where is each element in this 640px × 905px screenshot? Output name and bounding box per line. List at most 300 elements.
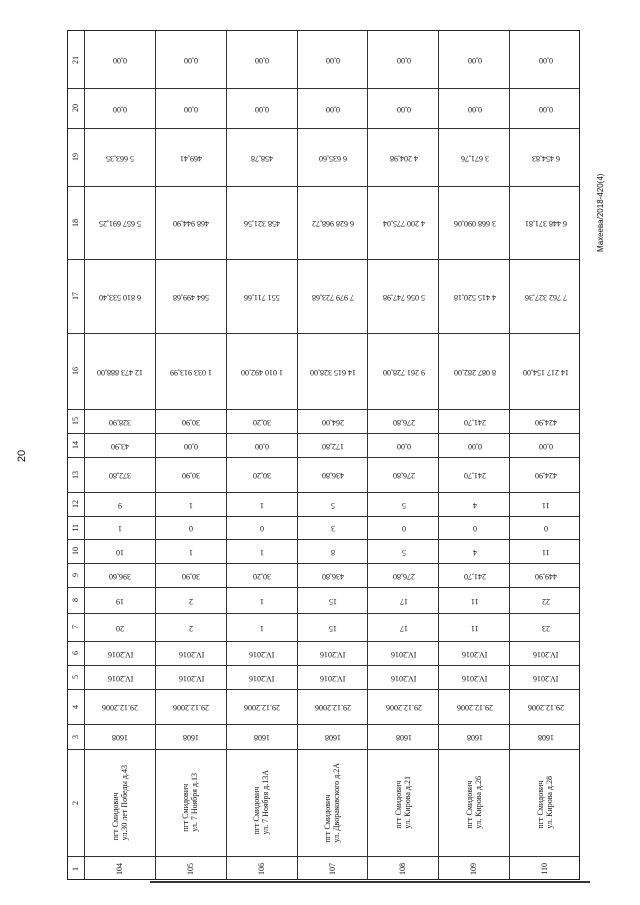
cell-value: 1608 [324, 732, 341, 742]
cell-value: 551 711,66 [244, 292, 280, 302]
value-cell [368, 492, 439, 516]
cell-value: 1608 [537, 732, 554, 742]
value-cell [227, 259, 298, 333]
cell-value: 1 [189, 500, 194, 510]
cell-value: 1 [260, 500, 265, 510]
cell-value: 11 [470, 623, 479, 633]
bottom-rule [150, 881, 590, 883]
cell-value: 436,80 [321, 470, 344, 480]
value-cell [156, 587, 227, 613]
value-cell [85, 128, 156, 186]
column-header-11 [68, 516, 85, 539]
value-cell [439, 31, 510, 88]
cell-value: 4 [472, 500, 477, 510]
cell-value: 14 217 154,00 [522, 367, 569, 377]
cell-value: 17 [399, 596, 408, 606]
cell-value: 241,70 [463, 470, 486, 480]
value-cell [85, 259, 156, 333]
value-cell [85, 492, 156, 516]
column-header-7 [68, 613, 85, 641]
column-header-19 [68, 128, 85, 186]
value-cell [298, 333, 369, 409]
value-cell [510, 457, 581, 492]
value-cell [510, 641, 581, 665]
value-cell [298, 856, 369, 881]
cell-value: 11 [541, 547, 550, 557]
cell-value: 29.12.2006 [244, 702, 281, 712]
cell-value: 0 [472, 523, 477, 533]
value-cell [85, 516, 156, 539]
cell-value: 276,80 [392, 571, 415, 581]
column-header-label: 14 [71, 441, 81, 449]
value-cell [298, 128, 369, 186]
value-cell [156, 492, 227, 516]
value-cell [439, 186, 510, 259]
column-header-label: 21 [71, 55, 81, 64]
value-cell [298, 613, 369, 641]
cell-value: 0 [543, 523, 548, 533]
cell-value: 110 [540, 862, 550, 875]
cell-value: 6 810 533,40 [99, 292, 142, 302]
value-cell [439, 128, 510, 186]
column-header-label: 2 [71, 800, 81, 805]
value-cell [368, 259, 439, 333]
cell-value: 424,90 [534, 470, 557, 480]
cell-value: 1 [118, 523, 123, 533]
cell-value: 0,00 [113, 104, 128, 114]
value-cell [85, 665, 156, 689]
column-header-20 [68, 88, 85, 128]
value-cell [227, 641, 298, 665]
cell-value: IV.2016 [391, 673, 417, 683]
cell-value: IV.2016 [320, 673, 346, 683]
cell-value: 1 [260, 596, 265, 606]
value-cell [85, 457, 156, 492]
cell-value: 6 448 371,81 [524, 218, 567, 228]
column-header-label: 9 [71, 573, 81, 577]
column-header-label: 6 [71, 651, 81, 655]
column-header-15 [68, 409, 85, 433]
column-header-label: 7 [71, 625, 81, 629]
cell-value: 436,80 [321, 571, 344, 581]
value-cell [227, 689, 298, 724]
address-cell [156, 749, 227, 856]
cell-value: 1608 [183, 732, 200, 742]
cell-value: 30,20 [253, 571, 272, 581]
value-cell [368, 665, 439, 689]
value-cell [298, 516, 369, 539]
cell-value: 29.12.2006 [385, 702, 422, 712]
cell-value: 1 010 492,00 [241, 367, 284, 377]
cell-value: 10 [116, 547, 125, 557]
cell-value: 1608 [254, 732, 271, 742]
cell-value: 19 [116, 596, 125, 606]
cell-value: 9 [118, 500, 123, 510]
value-cell [298, 457, 369, 492]
cell-value: 109 [469, 862, 479, 875]
value-cell [298, 88, 369, 128]
cell-value: 5 657 691,25 [99, 218, 142, 228]
value-cell [510, 31, 581, 88]
cell-value: 424,90 [534, 417, 557, 427]
value-cell [298, 563, 369, 587]
column-header-label: 3 [71, 734, 81, 739]
cell-value: 6 635,60 [318, 153, 347, 163]
value-cell [439, 259, 510, 333]
value-cell [227, 433, 298, 457]
value-cell [510, 587, 581, 613]
value-cell [227, 539, 298, 563]
value-cell [510, 516, 581, 539]
column-header-9 [68, 563, 85, 587]
column-header-label: 4 [71, 704, 81, 709]
value-cell [439, 689, 510, 724]
value-cell [156, 259, 227, 333]
value-cell [368, 613, 439, 641]
cell-value: 108 [398, 862, 408, 875]
cell-value: 5 [401, 500, 406, 510]
cell-value: 1 [189, 547, 194, 557]
cell-value: 23 [541, 623, 550, 633]
cell-value: 458 321,56 [244, 218, 281, 228]
cell-value: 0 [401, 523, 406, 533]
cell-value: 30,90 [182, 571, 201, 581]
value-cell [510, 88, 581, 128]
column-header-label: 11 [71, 523, 81, 532]
value-cell [439, 613, 510, 641]
value-cell [368, 31, 439, 88]
value-cell [227, 516, 298, 539]
cell-value: 0,00 [113, 55, 128, 65]
value-cell [227, 613, 298, 641]
cell-value: 30,90 [182, 470, 201, 480]
value-cell [368, 724, 439, 749]
column-header-label: 15 [71, 417, 81, 425]
cell-value: IV.2016 [532, 673, 559, 683]
value-cell [227, 724, 298, 749]
cell-value: 3 668 090,06 [453, 218, 496, 228]
column-header-18 [68, 186, 85, 259]
value-cell [368, 563, 439, 587]
column-header-label: 12 [71, 500, 81, 508]
cell-value: 1608 [466, 732, 483, 742]
address-text: пгт Смидович ул. 7 Ноября д.13 [181, 773, 200, 832]
value-cell [298, 539, 369, 563]
cell-value: 6 628 968,72 [311, 218, 354, 228]
cell-value: 29.12.2006 [456, 702, 493, 712]
value-cell [85, 856, 156, 881]
cell-value: 43,90 [111, 441, 130, 451]
value-cell [368, 641, 439, 665]
value-cell [85, 689, 156, 724]
cell-value: 8 [330, 547, 335, 557]
value-cell [510, 433, 581, 457]
value-cell [510, 409, 581, 433]
value-cell [439, 333, 510, 409]
cell-value: 328,90 [109, 417, 132, 427]
cell-value: 104 [115, 862, 125, 875]
cell-value: 241,70 [463, 417, 486, 427]
value-cell [85, 409, 156, 433]
cell-value: 4 415 520,18 [453, 292, 496, 302]
value-cell [227, 856, 298, 881]
value-cell [298, 409, 369, 433]
value-cell [368, 516, 439, 539]
address-text: пгт Смидович ул. Кирова д.21 [394, 776, 412, 829]
value-cell [156, 516, 227, 539]
value-cell [510, 492, 581, 516]
column-header-1 [68, 856, 85, 881]
cell-value: 1 033 913,99 [170, 367, 213, 377]
cell-value: 0,00 [255, 441, 270, 451]
value-cell [227, 563, 298, 587]
address-text: пгт Смидович ул. 7 Ноября д.13А [252, 770, 271, 835]
cell-value: 1608 [395, 732, 412, 742]
cell-value: 0,00 [184, 104, 199, 114]
value-cell [156, 563, 227, 587]
cell-value: 264,00 [321, 417, 344, 427]
column-header-label: 18 [71, 218, 81, 227]
cell-value: 0,00 [396, 104, 411, 114]
value-cell [298, 492, 369, 516]
address-cell [298, 749, 369, 856]
cell-value: IV.2016 [249, 649, 275, 659]
value-cell [439, 539, 510, 563]
value-cell [85, 31, 156, 88]
cell-value: 241,70 [463, 571, 486, 581]
cell-value: 5 [401, 547, 406, 557]
value-cell [368, 333, 439, 409]
cell-value: 0,00 [467, 441, 482, 451]
cell-value: IV.2016 [249, 673, 275, 683]
cell-value: 0,00 [467, 104, 482, 114]
value-cell [85, 641, 156, 665]
cell-value: 29.12.2006 [102, 702, 139, 712]
value-cell [439, 724, 510, 749]
cell-value: 4 200 775,04 [382, 218, 425, 228]
value-cell [439, 516, 510, 539]
column-header-label: 5 [71, 675, 81, 679]
cell-value: 564 499,68 [173, 292, 210, 302]
value-cell [227, 88, 298, 128]
cell-value: 29.12.2006 [314, 702, 351, 712]
column-header-label: 8 [71, 598, 81, 602]
cell-value: 5 056 747,98 [382, 292, 425, 302]
cell-value: 11 [541, 500, 550, 510]
value-cell [85, 539, 156, 563]
cell-value: 468 944,90 [173, 218, 210, 228]
value-cell [439, 665, 510, 689]
cell-value: 20 [116, 623, 125, 633]
value-cell [439, 492, 510, 516]
cell-value: IV.2016 [178, 673, 204, 683]
column-header-5 [68, 665, 85, 689]
cell-value: 6 454,83 [531, 153, 560, 163]
value-cell [510, 613, 581, 641]
cell-value: 17 [399, 623, 408, 633]
address-cell [368, 749, 439, 856]
page-number: 20 [16, 449, 28, 463]
value-cell [368, 433, 439, 457]
column-header-21 [68, 31, 85, 88]
value-cell [156, 613, 227, 641]
cell-value: 276,80 [392, 417, 415, 427]
cell-value: 0,00 [325, 55, 340, 65]
value-cell [298, 724, 369, 749]
address-cell [439, 749, 510, 856]
address-text: пгт Смидович ул.30 лет Победы д.43 [110, 764, 129, 841]
column-header-8 [68, 587, 85, 613]
cell-value: 7 979 723,68 [311, 292, 354, 302]
value-cell [156, 128, 227, 186]
value-cell [227, 333, 298, 409]
value-cell [439, 856, 510, 881]
column-header-2 [68, 749, 85, 856]
value-cell [439, 457, 510, 492]
value-cell [227, 665, 298, 689]
cell-value: 469,41 [180, 153, 203, 163]
cell-value: 5 [330, 500, 335, 510]
value-cell [156, 539, 227, 563]
column-header-6 [68, 641, 85, 665]
value-cell [156, 457, 227, 492]
cell-value: 7 762 327,36 [524, 292, 567, 302]
value-cell [368, 409, 439, 433]
value-cell [439, 563, 510, 587]
value-cell [85, 433, 156, 457]
cell-value: 29.12.2006 [173, 702, 210, 712]
cell-value: 0,00 [184, 55, 199, 65]
registry-table [67, 30, 580, 880]
column-header-4 [68, 689, 85, 724]
value-cell [85, 613, 156, 641]
value-cell [510, 186, 581, 259]
value-cell [85, 724, 156, 749]
value-cell [227, 492, 298, 516]
value-cell [298, 641, 369, 665]
cell-value: 30,90 [182, 417, 201, 427]
cell-value: 29.12.2006 [527, 702, 564, 712]
column-header-3 [68, 724, 85, 749]
value-cell [368, 128, 439, 186]
value-cell [156, 856, 227, 881]
value-cell [156, 409, 227, 433]
cell-value: 449,90 [534, 571, 557, 581]
value-cell [85, 186, 156, 259]
cell-value: 5 663,35 [106, 153, 135, 163]
cell-value: 4 204,98 [389, 153, 418, 163]
cell-value: 3 [330, 523, 335, 533]
value-cell [510, 856, 581, 881]
value-cell [368, 587, 439, 613]
column-header-13 [68, 457, 85, 492]
cell-value: 396,60 [109, 571, 132, 581]
value-cell [368, 186, 439, 259]
document-reference: Махеева/2018-420(4) [596, 173, 605, 252]
value-cell [156, 641, 227, 665]
value-cell [510, 689, 581, 724]
cell-value: 0,00 [255, 104, 270, 114]
cell-value: 15 [328, 596, 337, 606]
cell-value: IV.2016 [107, 673, 134, 683]
value-cell [156, 433, 227, 457]
cell-value: 105 [185, 862, 195, 875]
cell-value: 0,00 [184, 441, 199, 451]
value-cell [368, 856, 439, 881]
value-cell [439, 88, 510, 128]
cell-value: IV.2016 [461, 649, 488, 659]
cell-value: IV.2016 [320, 649, 346, 659]
cell-value: 0,00 [396, 55, 411, 65]
cell-value: IV.2016 [107, 649, 134, 659]
value-cell [439, 641, 510, 665]
value-cell [227, 587, 298, 613]
cell-value: 3 671,76 [460, 153, 489, 163]
value-cell [156, 724, 227, 749]
column-header-12 [68, 492, 85, 516]
cell-value: 0 [260, 523, 265, 533]
value-cell [156, 665, 227, 689]
cell-value: 1608 [112, 732, 129, 742]
value-cell [156, 333, 227, 409]
value-cell [227, 128, 298, 186]
cell-value: 2 [189, 623, 194, 633]
value-cell [298, 259, 369, 333]
column-header-label: 16 [71, 367, 81, 375]
cell-value: 11 [470, 596, 479, 606]
value-cell [510, 665, 581, 689]
value-cell [368, 457, 439, 492]
value-cell [510, 563, 581, 587]
value-cell [227, 31, 298, 88]
address-text: пгт Смидович ул. Кирова д.28 [535, 776, 554, 829]
cell-value: IV.2016 [461, 673, 488, 683]
column-header-17 [68, 259, 85, 333]
value-cell [85, 587, 156, 613]
value-cell [368, 539, 439, 563]
cell-value: 458,78 [251, 153, 274, 163]
column-header-14 [68, 433, 85, 457]
cell-value: 8 087 282,00 [453, 367, 496, 377]
cell-value: 1 [260, 623, 265, 633]
value-cell [368, 88, 439, 128]
address-text: пгт Смидович ул. Двораковского д.2А [323, 762, 341, 843]
value-cell [298, 31, 369, 88]
value-cell [156, 689, 227, 724]
cell-value: 172,80 [321, 441, 344, 451]
value-cell [510, 128, 581, 186]
value-cell [298, 587, 369, 613]
cell-value: 30,20 [253, 417, 272, 427]
value-cell [298, 186, 369, 259]
cell-value: IV.2016 [532, 649, 559, 659]
column-header-label: 1 [71, 866, 81, 871]
cell-value: 4 [472, 547, 477, 557]
value-cell [227, 186, 298, 259]
value-cell [439, 587, 510, 613]
address-cell [85, 749, 156, 856]
cell-value: 0,00 [538, 104, 553, 114]
value-cell [298, 433, 369, 457]
value-cell [368, 689, 439, 724]
value-cell [510, 259, 581, 333]
cell-value: 0,00 [325, 104, 340, 114]
value-cell [298, 665, 369, 689]
value-cell [156, 31, 227, 88]
value-cell [510, 539, 581, 563]
value-cell [85, 88, 156, 128]
cell-value: 0,00 [396, 441, 411, 451]
